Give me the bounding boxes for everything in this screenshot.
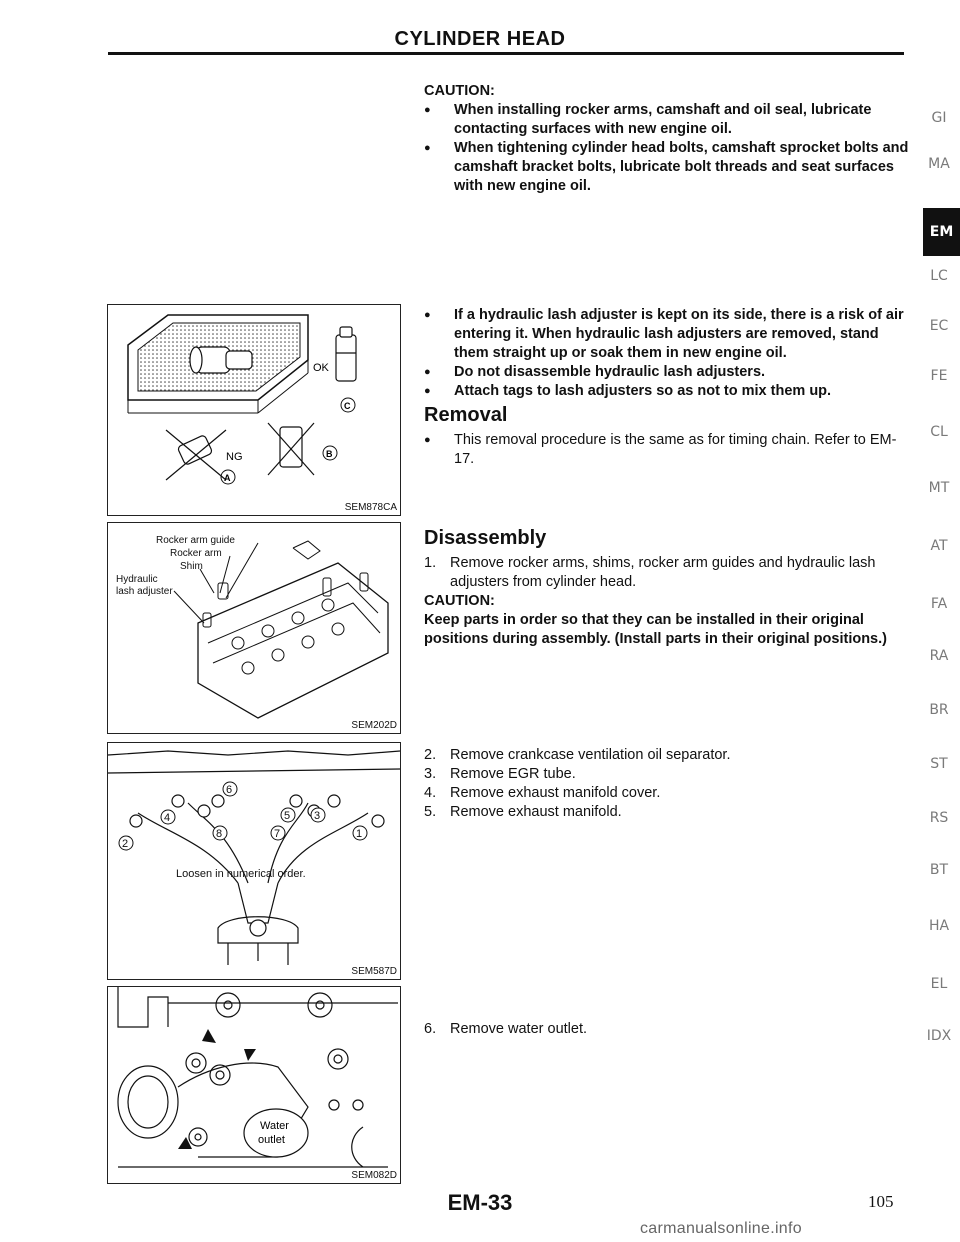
tab-lc[interactable]: LC — [930, 268, 948, 284]
note-item: ● Attach tags to lash adjusters so as not to mix them up. — [424, 382, 910, 401]
bolt-number: 1 — [356, 828, 363, 840]
figure-rocker-arm-assembly — [107, 522, 401, 734]
site-watermark: carmanualsonline.info — [640, 1220, 802, 1237]
cylinder-head-illustration — [108, 523, 400, 733]
step-number: 5. — [424, 804, 437, 820]
tab-fa[interactable]: FA — [930, 596, 948, 612]
bolt-number: 7 — [274, 828, 281, 840]
label-hydraulic: Hydraulic — [116, 574, 158, 585]
step-3 — [424, 765, 910, 784]
step-text: Remove crankcase ventilation oil separator. — [450, 747, 731, 763]
tab-em[interactable]: EM — [923, 208, 960, 256]
disassembly-block — [424, 524, 910, 649]
step-5 — [424, 803, 910, 822]
disassembly-step-6 — [424, 1020, 910, 1039]
page-code: EM-33 — [447, 1190, 513, 1215]
water-outlet-illustration — [108, 987, 400, 1183]
label-lash-adjuster: lash adjuster — [116, 586, 173, 597]
label-rocker-arm: Rocker arm — [170, 548, 222, 559]
step-text: Remove water outlet. — [450, 1021, 588, 1037]
caution-item: ● When tightening cylinder head bolts, camshaft sprocket bolts and camshaft bracket bolts, lubricate bolt threads and seat surfaces with new engine oil. — [424, 139, 910, 196]
lash-adjuster-illustration — [108, 305, 400, 515]
note-item: ● Do not disassemble hydraulic lash adjusters. — [424, 363, 910, 382]
tab-idx[interactable]: IDX — [926, 1028, 952, 1044]
bolt-number: 8 — [216, 828, 223, 840]
tab-st[interactable]: ST — [930, 756, 948, 772]
tab-br[interactable]: BR — [929, 702, 949, 718]
caution-block — [424, 82, 910, 196]
disassembly-heading: Disassembly — [424, 527, 547, 549]
callout-c: C — [344, 401, 351, 411]
tab-at[interactable]: AT — [930, 538, 948, 554]
step-text: Remove EGR tube. — [450, 766, 576, 782]
bolt-number: 3 — [314, 810, 321, 822]
caution-label: CAUTION: — [424, 83, 495, 99]
figure-code: SEM878CA — [344, 502, 397, 513]
loosen-caption: Loosen in numerical order. — [176, 868, 306, 880]
note-item: ● If a hydraulic lash adjuster is kept on its side, there is a risk of air entering it. When hydraulic lash adjusters are removed, stand them straight up or soak them in new engine oil. — [424, 306, 910, 363]
tab-ha[interactable]: HA — [928, 918, 950, 934]
tab-ec[interactable]: EC — [929, 318, 949, 334]
disassembly-steps-2-5 — [424, 746, 910, 822]
step-number: 6. — [424, 1021, 437, 1037]
bolt-number: 4 — [164, 812, 171, 824]
figure-exhaust-manifold — [107, 742, 401, 980]
bolt-number: 2 — [122, 838, 129, 850]
removal-item: ● This removal procedure is the same as for timing chain. Refer to EM-17. — [424, 431, 910, 469]
label-rocker-arm-guide: Rocker arm guide — [156, 535, 235, 546]
step-number: 2. — [424, 747, 437, 763]
outlet-label: outlet — [258, 1134, 285, 1146]
step-number: 3. — [424, 766, 437, 782]
header-rule — [108, 52, 904, 55]
tab-cl[interactable]: CL — [930, 424, 948, 440]
tab-gi[interactable]: GI — [931, 110, 947, 126]
removal-heading: Removal — [424, 404, 508, 426]
lash-adjuster-notes — [424, 306, 910, 469]
tab-ma[interactable]: MA — [928, 156, 950, 172]
step-2 — [424, 746, 910, 765]
step-text: Remove rocker arms, shims, rocker arm guides and hydraulic lash adjusters from cylinder head. — [450, 555, 876, 590]
step-number: 4. — [424, 785, 437, 801]
exhaust-manifold-illustration — [108, 743, 400, 979]
figure-lash-adjuster-storage — [107, 304, 401, 516]
bolt-number: 5 — [284, 810, 291, 822]
page-title: CYLINDER HEAD — [394, 28, 566, 50]
callout-a: A — [224, 473, 231, 483]
label-shim: Shim — [180, 561, 203, 572]
caution-label: CAUTION: — [424, 593, 495, 609]
step-number: 1. — [424, 555, 437, 571]
caution-text: Keep parts in order so that they can be installed in their original positions during assembly. (Install parts in their original positions.) — [424, 612, 887, 647]
tab-el[interactable]: EL — [930, 976, 948, 992]
callout-b: B — [326, 449, 333, 459]
tab-bt[interactable]: BT — [929, 862, 949, 878]
figure-code: SEM082D — [351, 1170, 397, 1181]
step-text: Remove exhaust manifold cover. — [450, 785, 661, 801]
figure-water-outlet — [107, 986, 401, 1184]
figure-code: SEM587D — [351, 966, 397, 977]
figure-code: SEM202D — [351, 720, 397, 731]
step-1 — [424, 554, 910, 592]
tab-ra[interactable]: RA — [929, 648, 949, 664]
step-text: Remove exhaust manifold. — [450, 804, 622, 820]
ng-label: NG — [226, 451, 243, 463]
step-6 — [424, 1020, 910, 1039]
tab-fe[interactable]: FE — [930, 368, 948, 384]
step-4 — [424, 784, 910, 803]
bolt-number: 6 — [226, 784, 233, 796]
page-number: 105 — [868, 1192, 894, 1211]
ok-label: OK — [313, 362, 329, 374]
tab-rs[interactable]: RS — [929, 810, 949, 826]
water-label: Water — [260, 1120, 289, 1132]
caution-item: ● When installing rocker arms, camshaft and oil seal, lubricate contacting surfaces with new engine oil. — [424, 101, 910, 139]
tab-mt[interactable]: MT — [928, 480, 950, 496]
